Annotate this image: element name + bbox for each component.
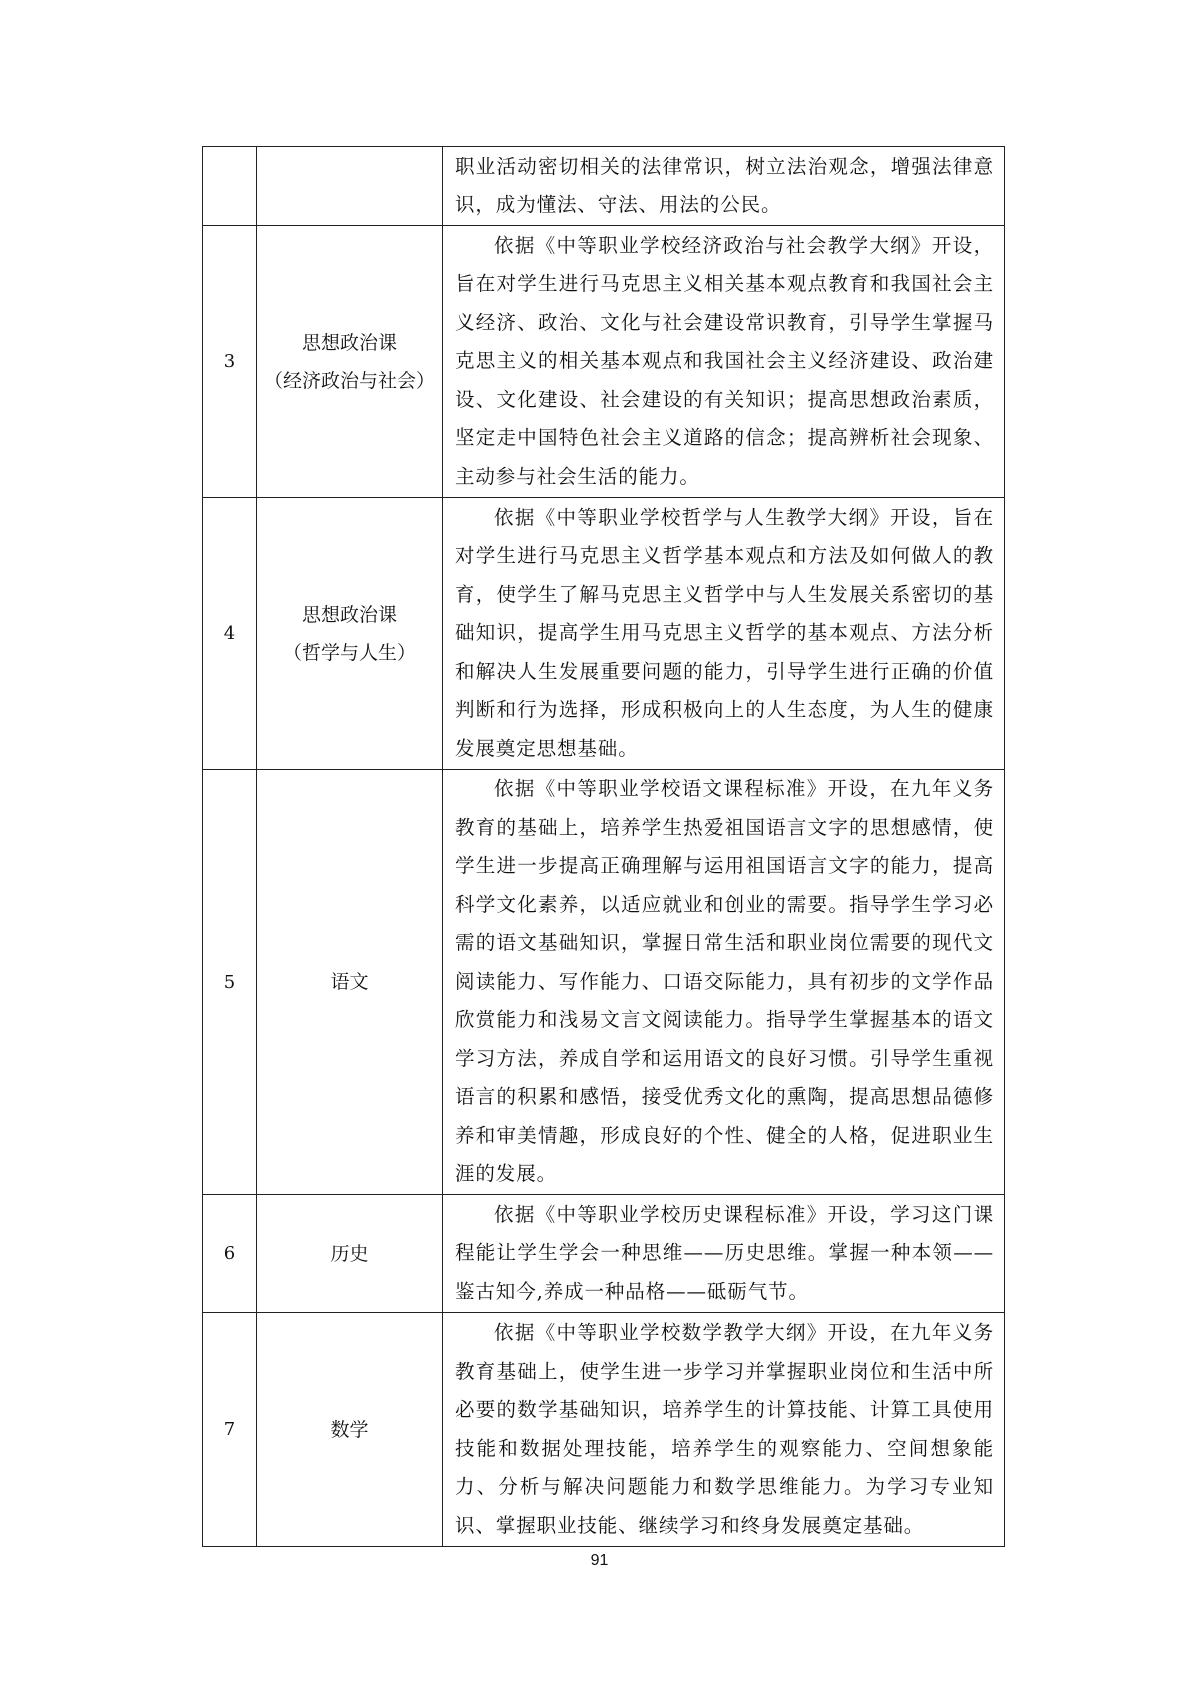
page-number: 91 bbox=[590, 1552, 609, 1569]
row-number: 3 bbox=[203, 226, 257, 498]
table-row bbox=[203, 1195, 1005, 1313]
description-text: 依据《中等职业学校语文课程标准》开设，在九年义务教育的基础上，培养学生热爱祖国语言文字的思想感情，使学生进一步提高正确理解与运用祖国语言文字的能力，提高科学文化素养，以适应就业和创业的需要。指导学生学习必需的语文基础知识，掌握日常生活和职业岗位需要的现代文阅读能力、写作能力、口语交际能力，具有初步的文学作品欣赏能力和浅易文言文阅读能力。指导学生掌握基本的语文学习方法，养成自学和运用语文的良好习惯。引导学生重视语言的积累和感悟，接受优秀文化的熏陶，提高思想品德修养和审美情趣，形成良好的个性、健全的人格，促进职业生涯的发展。 bbox=[455, 777, 994, 1186]
course-description bbox=[443, 1313, 1005, 1547]
table-row bbox=[203, 226, 1005, 498]
row-number bbox=[203, 147, 257, 226]
course-name-subtitle: （经济政治与社会） bbox=[263, 369, 435, 392]
course-name bbox=[257, 770, 443, 1195]
table-row bbox=[203, 770, 1005, 1195]
course-description bbox=[443, 226, 1005, 498]
row-number: 6 bbox=[203, 1195, 257, 1313]
course-description bbox=[443, 770, 1005, 1195]
course-table bbox=[202, 146, 1005, 1547]
course-name-line: 语文 bbox=[330, 971, 369, 993]
course-name-subtitle: （哲学与人生） bbox=[282, 641, 416, 664]
course-description bbox=[443, 147, 1005, 226]
course-name bbox=[257, 1195, 443, 1313]
row-number: 5 bbox=[203, 770, 257, 1195]
description-text: 依据《中等职业学校哲学与人生教学大纲》开设，旨在对学生进行马克思主义哲学基本观点和方法及如何做人的教育，使学生了解马克思主义哲学中与人生发展关系密切的基础知识，提高学生用马克思主义哲学的基本观点、方法分析和解决人生发展重要问题的能力，引导学生进行正确的价值判断和行为选择，形成积极向上的人生态度，为人生的健康发展奠定思想基础。 bbox=[455, 505, 994, 760]
course-name-line: 思想政治课 bbox=[301, 331, 397, 354]
table-row bbox=[203, 1313, 1005, 1547]
description-text: 依据《中等职业学校数学教学大纲》开设，在九年义务教育基础上，使学生进一步学习并掌握职业岗位和生活中所必要的数学基础知识，培养学生的计算技能、计算工具使用技能和数据处理技能，培养学生的观察能力、空间想象能力、分析与解决问题能力和数学思维能力。为学习专业知识、掌握职业技能、继续学习和终身发展奠定基础。 bbox=[455, 1321, 994, 1537]
table-row bbox=[203, 498, 1005, 770]
course-description bbox=[443, 498, 1005, 770]
row-number: 4 bbox=[203, 498, 257, 770]
course-name-line: 数学 bbox=[330, 1418, 369, 1441]
row-number: 7 bbox=[203, 1313, 257, 1547]
course-name bbox=[257, 1313, 443, 1547]
course-name-line: 思想政治课 bbox=[301, 603, 397, 626]
description-text: 依据《中等职业学校历史课程标准》开设，学习这门课程能让学生学会一种思维——历史思维。掌握一种本领——鉴古知今,养成一种品格——砥砺气节。 bbox=[455, 1202, 994, 1303]
table-row bbox=[203, 147, 1005, 226]
course-description bbox=[443, 1195, 1005, 1313]
description-text: 依据《中等职业学校经济政治与社会教学大纲》开设，旨在对学生进行马克思主义相关基本观点教育和我国社会主义经济、政治、文化与社会建设常识教育，引导学生掌握马克思主义的相关基本观点和我国社会主义经济建设、政治建设、文化建设、社会建设的有关知识；提高思想政治素质，坚定走中国特色社会主义道路的信念；提高辨析社会现象、主动参与社会生活的能力。 bbox=[455, 233, 994, 488]
course-name bbox=[257, 226, 443, 498]
course-name-line: 历史 bbox=[330, 1242, 369, 1265]
course-name bbox=[257, 498, 443, 770]
description-text: 职业活动密切相关的法律常识，树立法治观念，增强法律意识，成为懂法、守法、用法的公民。 bbox=[455, 154, 994, 216]
course-name bbox=[257, 147, 443, 226]
